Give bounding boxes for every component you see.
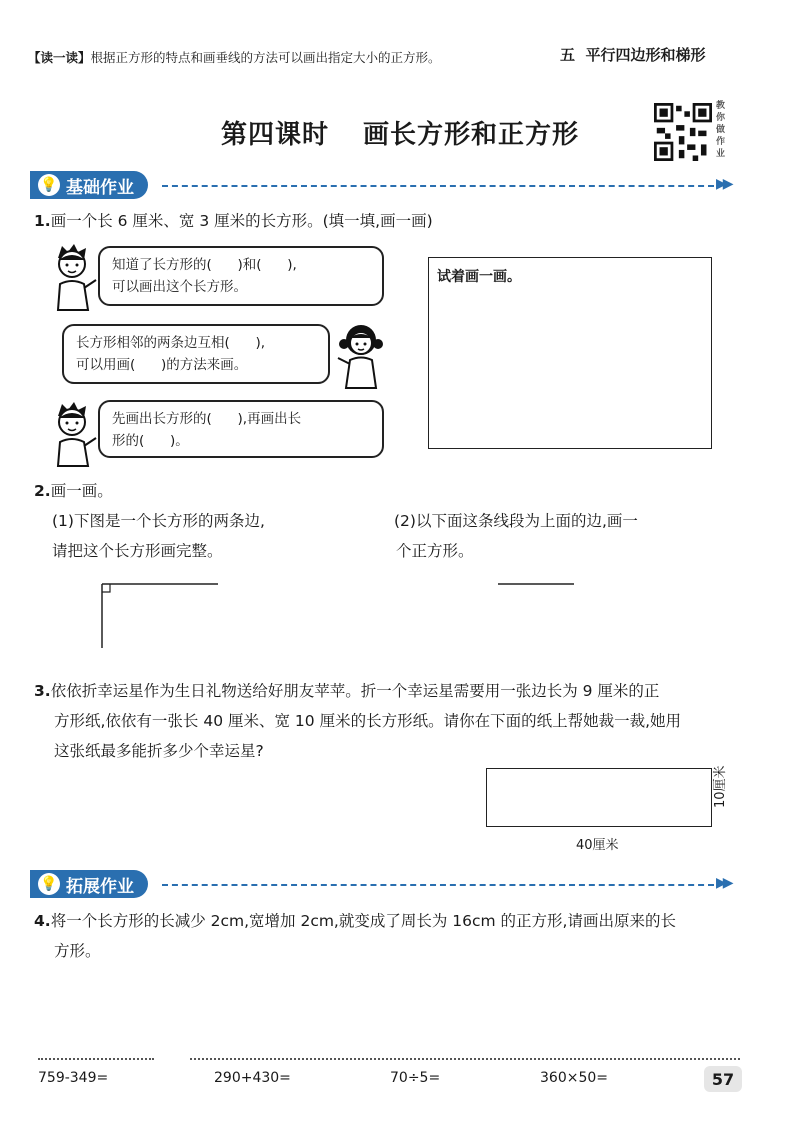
q2-sub2-line-1: (2)以下面这条线段为上面的边,画一 xyxy=(394,512,638,530)
section-basic-badge xyxy=(30,171,148,199)
tip-text: 根据正方形的特点和画垂线的方法可以画出指定大小的正方形。 xyxy=(90,50,441,65)
lesson-number: 第四课时 xyxy=(220,120,329,150)
question-2-sub-2 xyxy=(394,506,638,566)
drawing-area-label: 试着画一画。 xyxy=(437,269,521,285)
hint-bubble-3 xyxy=(98,400,384,458)
question-3-number: 3. xyxy=(34,682,51,700)
lightbulb-icon-2: 💡 xyxy=(38,873,60,895)
lightbulb-icon: 💡 xyxy=(38,174,60,196)
calc-3: 70÷5= xyxy=(390,1070,441,1086)
paper-rectangle[interactable] xyxy=(486,768,712,827)
section-extend-badge xyxy=(30,870,148,898)
square-top-segment[interactable] xyxy=(494,578,578,590)
paper-height-label: 10厘米 xyxy=(713,765,728,808)
calc-1: 759-349= xyxy=(38,1070,109,1086)
hint-bubble-2 xyxy=(62,324,330,384)
qr-code-icon[interactable] xyxy=(654,103,712,161)
q4-line-2: 方形。 xyxy=(54,942,101,960)
drawing-area[interactable] xyxy=(428,257,712,449)
qr-note: 教你做作业 xyxy=(716,101,726,159)
question-1-text: 画一个长 6 厘米、宽 3 厘米的长方形。(填一填,画一画) xyxy=(50,212,433,230)
question-1-number: 1. xyxy=(34,212,51,230)
boy-avatar-2 xyxy=(44,398,100,468)
question-2 xyxy=(34,476,113,506)
tip-tag: 【读一读】 xyxy=(28,50,91,65)
hint-2-line-2: 可以用画( )的方法来画。 xyxy=(76,357,248,373)
q3-line-1: 依依折幸运星作为生日礼物送给好朋友苹苹。折一个幸运星需要用一张边长为 9 厘米的正 xyxy=(50,682,660,700)
q4-line-1: 将一个长方形的长减少 2cm,宽增加 2cm,就变成了周长为 16cm 的正方形,请画出原来的长 xyxy=(50,912,676,930)
q2-sub1-line-1: (1)下图是一个长方形的两条边, xyxy=(52,512,265,530)
q3-line-3: 这张纸最多能折多少个幸运星? xyxy=(54,742,264,760)
rectangle-two-sides-figure[interactable] xyxy=(96,578,222,652)
lesson-name: 画长方形和正方形 xyxy=(363,120,580,150)
boy-avatar xyxy=(44,240,100,312)
section-divider xyxy=(162,185,714,187)
section-basic-label: 基础作业 xyxy=(66,177,134,198)
question-4-number: 4. xyxy=(34,912,51,930)
question-2-text: 画一画。 xyxy=(50,482,113,500)
hint-bubble-1 xyxy=(98,246,384,306)
footer-divider-left xyxy=(38,1058,154,1060)
section-divider-2 xyxy=(162,884,714,886)
question-4 xyxy=(34,906,764,966)
paper-width-label: 40厘米 xyxy=(576,838,619,853)
question-2-sub-1 xyxy=(52,506,265,566)
q3-line-2: 方形纸,依依有一张长 40 厘米、宽 10 厘米的长方形纸。请你在下面的纸上帮她裁一裁,她用 xyxy=(54,712,682,730)
reading-tip xyxy=(28,48,441,66)
hint-3-line-1: 先画出长方形的( ),再画出长 xyxy=(112,411,302,427)
hint-2-line-1: 长方形相邻的两条边互相( ), xyxy=(76,335,266,351)
hint-1-line-2: 可以画出这个长方形。 xyxy=(112,279,247,295)
question-1 xyxy=(34,206,433,236)
girl-avatar xyxy=(332,318,390,390)
question-3 xyxy=(34,676,764,766)
section-extend-label: 拓展作业 xyxy=(66,876,134,897)
q2-sub2-line-2: 个正方形。 xyxy=(396,542,474,560)
hint-1-line-1: 知道了长方形的( )和( ), xyxy=(112,257,297,273)
page-number: 57 xyxy=(704,1066,742,1092)
footer-divider-right xyxy=(190,1058,740,1060)
hint-3-line-2: 形的( )。 xyxy=(112,433,189,449)
question-2-number: 2. xyxy=(34,482,51,500)
unit-title: 五 平行四边形和梯形 xyxy=(560,46,706,64)
double-arrow-icon: ▶▶ xyxy=(716,176,730,192)
calc-4: 360×50= xyxy=(540,1070,608,1086)
q2-sub1-line-2: 请把这个长方形画完整。 xyxy=(52,542,223,560)
double-arrow-icon-2: ▶▶ xyxy=(716,875,730,891)
calc-2: 290+430= xyxy=(214,1070,291,1086)
